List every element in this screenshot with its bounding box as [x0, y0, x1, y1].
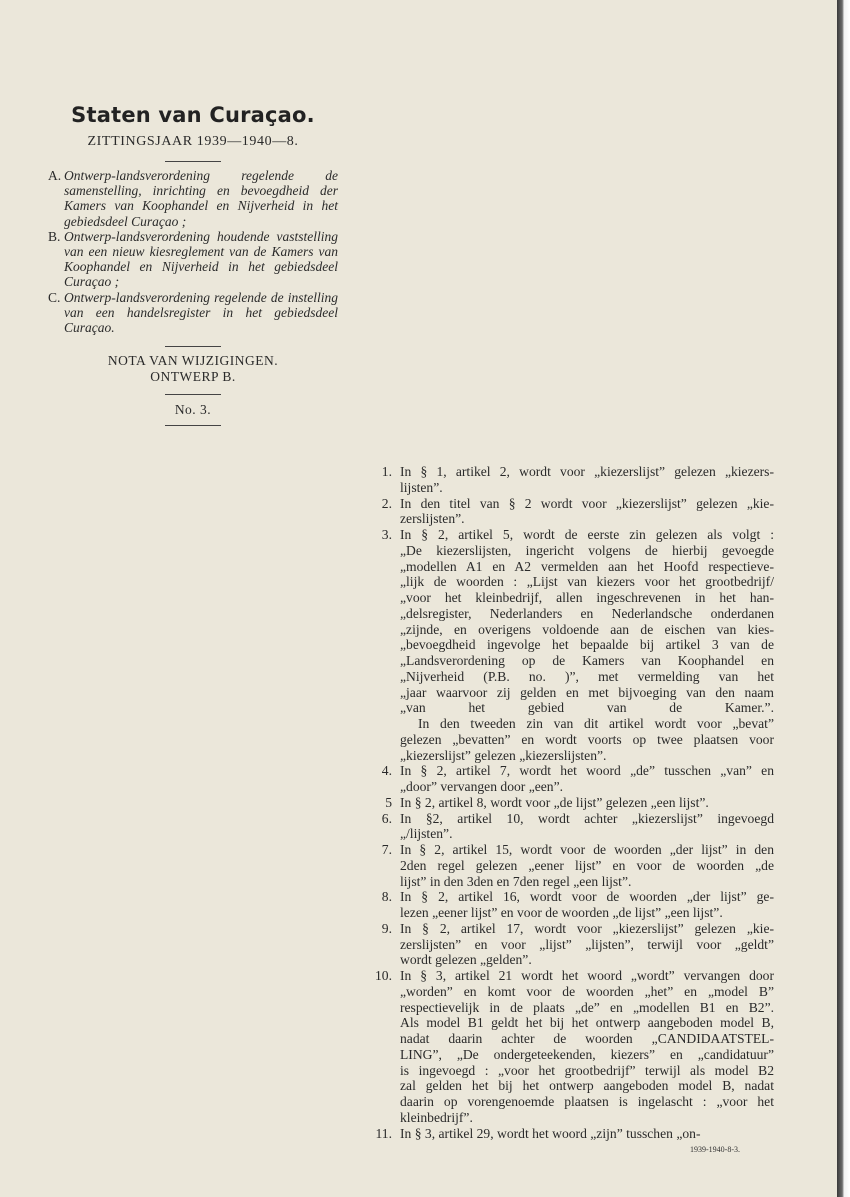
draft-letter: A. — [48, 168, 62, 183]
text-line: „modellen A1 en A2 vermelden aan het Hoofd respectieve- — [400, 558, 774, 574]
divider — [165, 346, 221, 347]
amendment-item — [372, 1126, 774, 1142]
draft-item — [48, 290, 338, 336]
amendment-number: 9. — [381, 920, 392, 936]
amendment-item — [372, 968, 774, 1126]
amendment-item — [372, 921, 774, 968]
amendment-text — [400, 763, 774, 795]
amendment-number: 7. — [381, 842, 392, 857]
draft-letter: B. — [48, 228, 61, 244]
text-line: lijsten”. — [400, 479, 443, 495]
text-line: In § 2, artikel 16, wordt voor de woorden „der lijst” ge- — [400, 889, 774, 905]
divider — [165, 394, 221, 395]
text-line: „/lijsten”. — [400, 826, 453, 842]
amendment-number: 5 — [385, 794, 392, 810]
text-line: In den titel van § 2 wordt voor „kiezerslijst” gelezen „kie- — [400, 495, 774, 511]
text-line: „De kiezerslijsten, ingericht volgens de hierbij gevoegde — [400, 542, 774, 558]
amendment-text — [400, 842, 774, 889]
amendment-number: 6. — [381, 810, 392, 826]
divider — [165, 161, 221, 162]
text-line: wordt gelezen „gelden”. — [400, 952, 532, 968]
text-line: „bevoegdheid ingevolge het bepaalde bij artikel 3 van de — [400, 637, 774, 653]
nota-subtitle: ONTWERP B. — [150, 369, 236, 385]
text-line: „voor het kleinbedrijf, allen ingeschrevenen in het han- — [400, 590, 774, 605]
session-year: ZITTINGSJAAR 1939—1940—8. — [87, 134, 299, 149]
amendment-number: 10. — [375, 968, 392, 983]
page-edge — [837, 0, 850, 1197]
text-line: LING”, „De ondergeteekenden, kiezers” en „candidatuur” — [400, 1046, 774, 1062]
text-line: „Landsverordening op de Kamers van Koophandel en — [400, 653, 774, 668]
draft-text: Ontwerp-landsverordening houdende vaststelling van een nieuw kiesreglement van de Kamers van Koophandel en Nijverheid in het gebiedsdeel Curaçao ; — [64, 228, 338, 290]
text-line: zerslijsten” en voor „lijst” „lijsten”, terwijl voor „geldt” — [400, 936, 774, 952]
text-line: is ingevoegd : „voor het grootbedrijf” terwijl als model B2 — [400, 1062, 774, 1078]
text-line: „delsregister, Nederlanders en Nederlandsche onderdanen — [400, 605, 774, 621]
footer-code: 1939-1940-8-3. — [690, 1145, 740, 1154]
text-line: „lijk de woorden : „Lijst van kiezers voor het grootbedrijf/ — [400, 574, 774, 590]
amendment-item — [372, 527, 774, 763]
amendment-item — [372, 496, 774, 528]
amendment-text — [400, 811, 774, 843]
text-line: zerslijsten”. — [400, 511, 465, 527]
text-line: In § 2, artikel 15, wordt voor de woorden „der lijst” in den — [400, 842, 774, 857]
nota-number: No. 3. — [174, 402, 212, 418]
text-line: Als model B1 geldt het bij het ontwerp aangeboden model B, — [400, 1015, 774, 1031]
text-line: gelezen „bevatten” en wordt voorts op twee plaatsen voor — [400, 731, 774, 747]
text-line: In § 2, artikel 5, wordt de eerste zin gelezen als volgt : — [400, 527, 774, 542]
text-line: In § 2, artikel 17, wordt voor „kiezerslijst” gelezen „kie- — [400, 920, 774, 936]
draft-text: Ontwerp-landsverordening regelende de instelling van een handelsregister in het gebiedsdeel Curaçao. — [64, 289, 338, 336]
text-line: „jaar waarvoor zij gelden en met bijvoeging van den naam — [400, 684, 774, 700]
amendment-item — [372, 763, 774, 795]
page-title: Staten van Curaçao. — [71, 103, 315, 127]
draft-list — [48, 168, 338, 335]
text-line: In § 3, artikel 29, wordt het woord „zijn” tusschen „on- — [400, 1125, 701, 1141]
amendment-item — [372, 842, 774, 889]
text-line: „worden” en komt voor de woorden „het” en „model B” — [400, 983, 774, 999]
text-line: „Nijverheid (P.B. no. )”, met vermelding van het — [400, 668, 774, 684]
amendment-number: 1. — [381, 464, 392, 479]
amendment-text — [400, 1126, 774, 1142]
text-line: lijst” in den 3den en 7den regel „een lijst”. — [400, 873, 632, 889]
amendment-text — [400, 496, 774, 528]
amendment-number: 4. — [381, 763, 392, 779]
text-line: In den tweeden zin van dit artikel wordt voor „bevat” — [418, 716, 774, 731]
text-line: daarin op vorengenoemde plaatsen is ingelascht : „voor het — [400, 1094, 774, 1109]
text-line: lezen „eener lijst” en voor de woorden „de lijst” „een lijst”. — [400, 905, 723, 920]
nota-heading — [48, 353, 338, 385]
text-line: „door” vervangen door „een”. — [400, 779, 564, 794]
draft-item — [48, 229, 338, 290]
text-line: In § 3, artikel 21 wordt het woord „wordt” vervangen door — [400, 968, 774, 983]
amendment-number: 2. — [381, 495, 392, 511]
amendment-text — [400, 464, 774, 496]
text-line: kleinbedrijf”. — [400, 1109, 473, 1125]
amendment-list — [372, 464, 774, 1141]
draft-text: Ontwerp-landsverordening regelende de samenstelling, inrichting en bevoegdheid der Kamers van Koophandel en Nijverheid in het gebiedsdeel Curaçao ; — [64, 168, 338, 229]
amendment-text — [400, 889, 774, 921]
text-line: In §2, artikel 10, wordt achter „kiezerslijst” ingevoegd — [400, 810, 774, 826]
text-line: respectievelijk in de plaats „de” en „modellen B1 en B2”. — [400, 999, 774, 1015]
text-line: In § 2, artikel 7, wordt het woord „de” tusschen „van” en — [400, 763, 774, 779]
text-line: In § 2, artikel 8, wordt voor „de lijst” gelezen „een lijst”. — [400, 794, 709, 810]
amendment-item — [372, 811, 774, 843]
amendment-text — [400, 968, 774, 1126]
amendment-text — [400, 921, 774, 968]
heading-block — [48, 103, 338, 426]
text-line: nadat daarin achter de woorden „CANDIDAATSTEL- — [400, 1031, 774, 1046]
amendment-item — [372, 464, 774, 496]
draft-item — [48, 168, 338, 229]
amendment-text — [400, 795, 774, 811]
text-line: In § 1, artikel 2, wordt voor „kiezerslijst” gelezen „kiezers- — [400, 464, 774, 479]
draft-letter: C. — [48, 289, 61, 305]
amendment-text — [400, 527, 774, 763]
amendment-number: 8. — [381, 889, 392, 905]
text-line: „kiezerslijst” gelezen „kiezerslijsten”. — [400, 747, 607, 763]
amendment-item — [372, 889, 774, 921]
amendment-item — [372, 795, 774, 811]
amendment-number: 11. — [375, 1125, 392, 1141]
divider — [165, 425, 221, 426]
text-line: zal gelden het bij het ontwerp aangeboden model B, nadat — [400, 1078, 774, 1094]
text-line: „zijnde, en overigens voldoende aan de eischen van kies- — [400, 621, 774, 637]
text-line: „van het gebied van de Kamer.”. — [400, 700, 774, 716]
text-line: 2den regel gelezen „eener lijst” en voor de woorden „de — [400, 857, 774, 873]
amendment-number: 3. — [381, 527, 392, 542]
nota-title: NOTA VAN WIJZIGINGEN. — [107, 353, 279, 369]
